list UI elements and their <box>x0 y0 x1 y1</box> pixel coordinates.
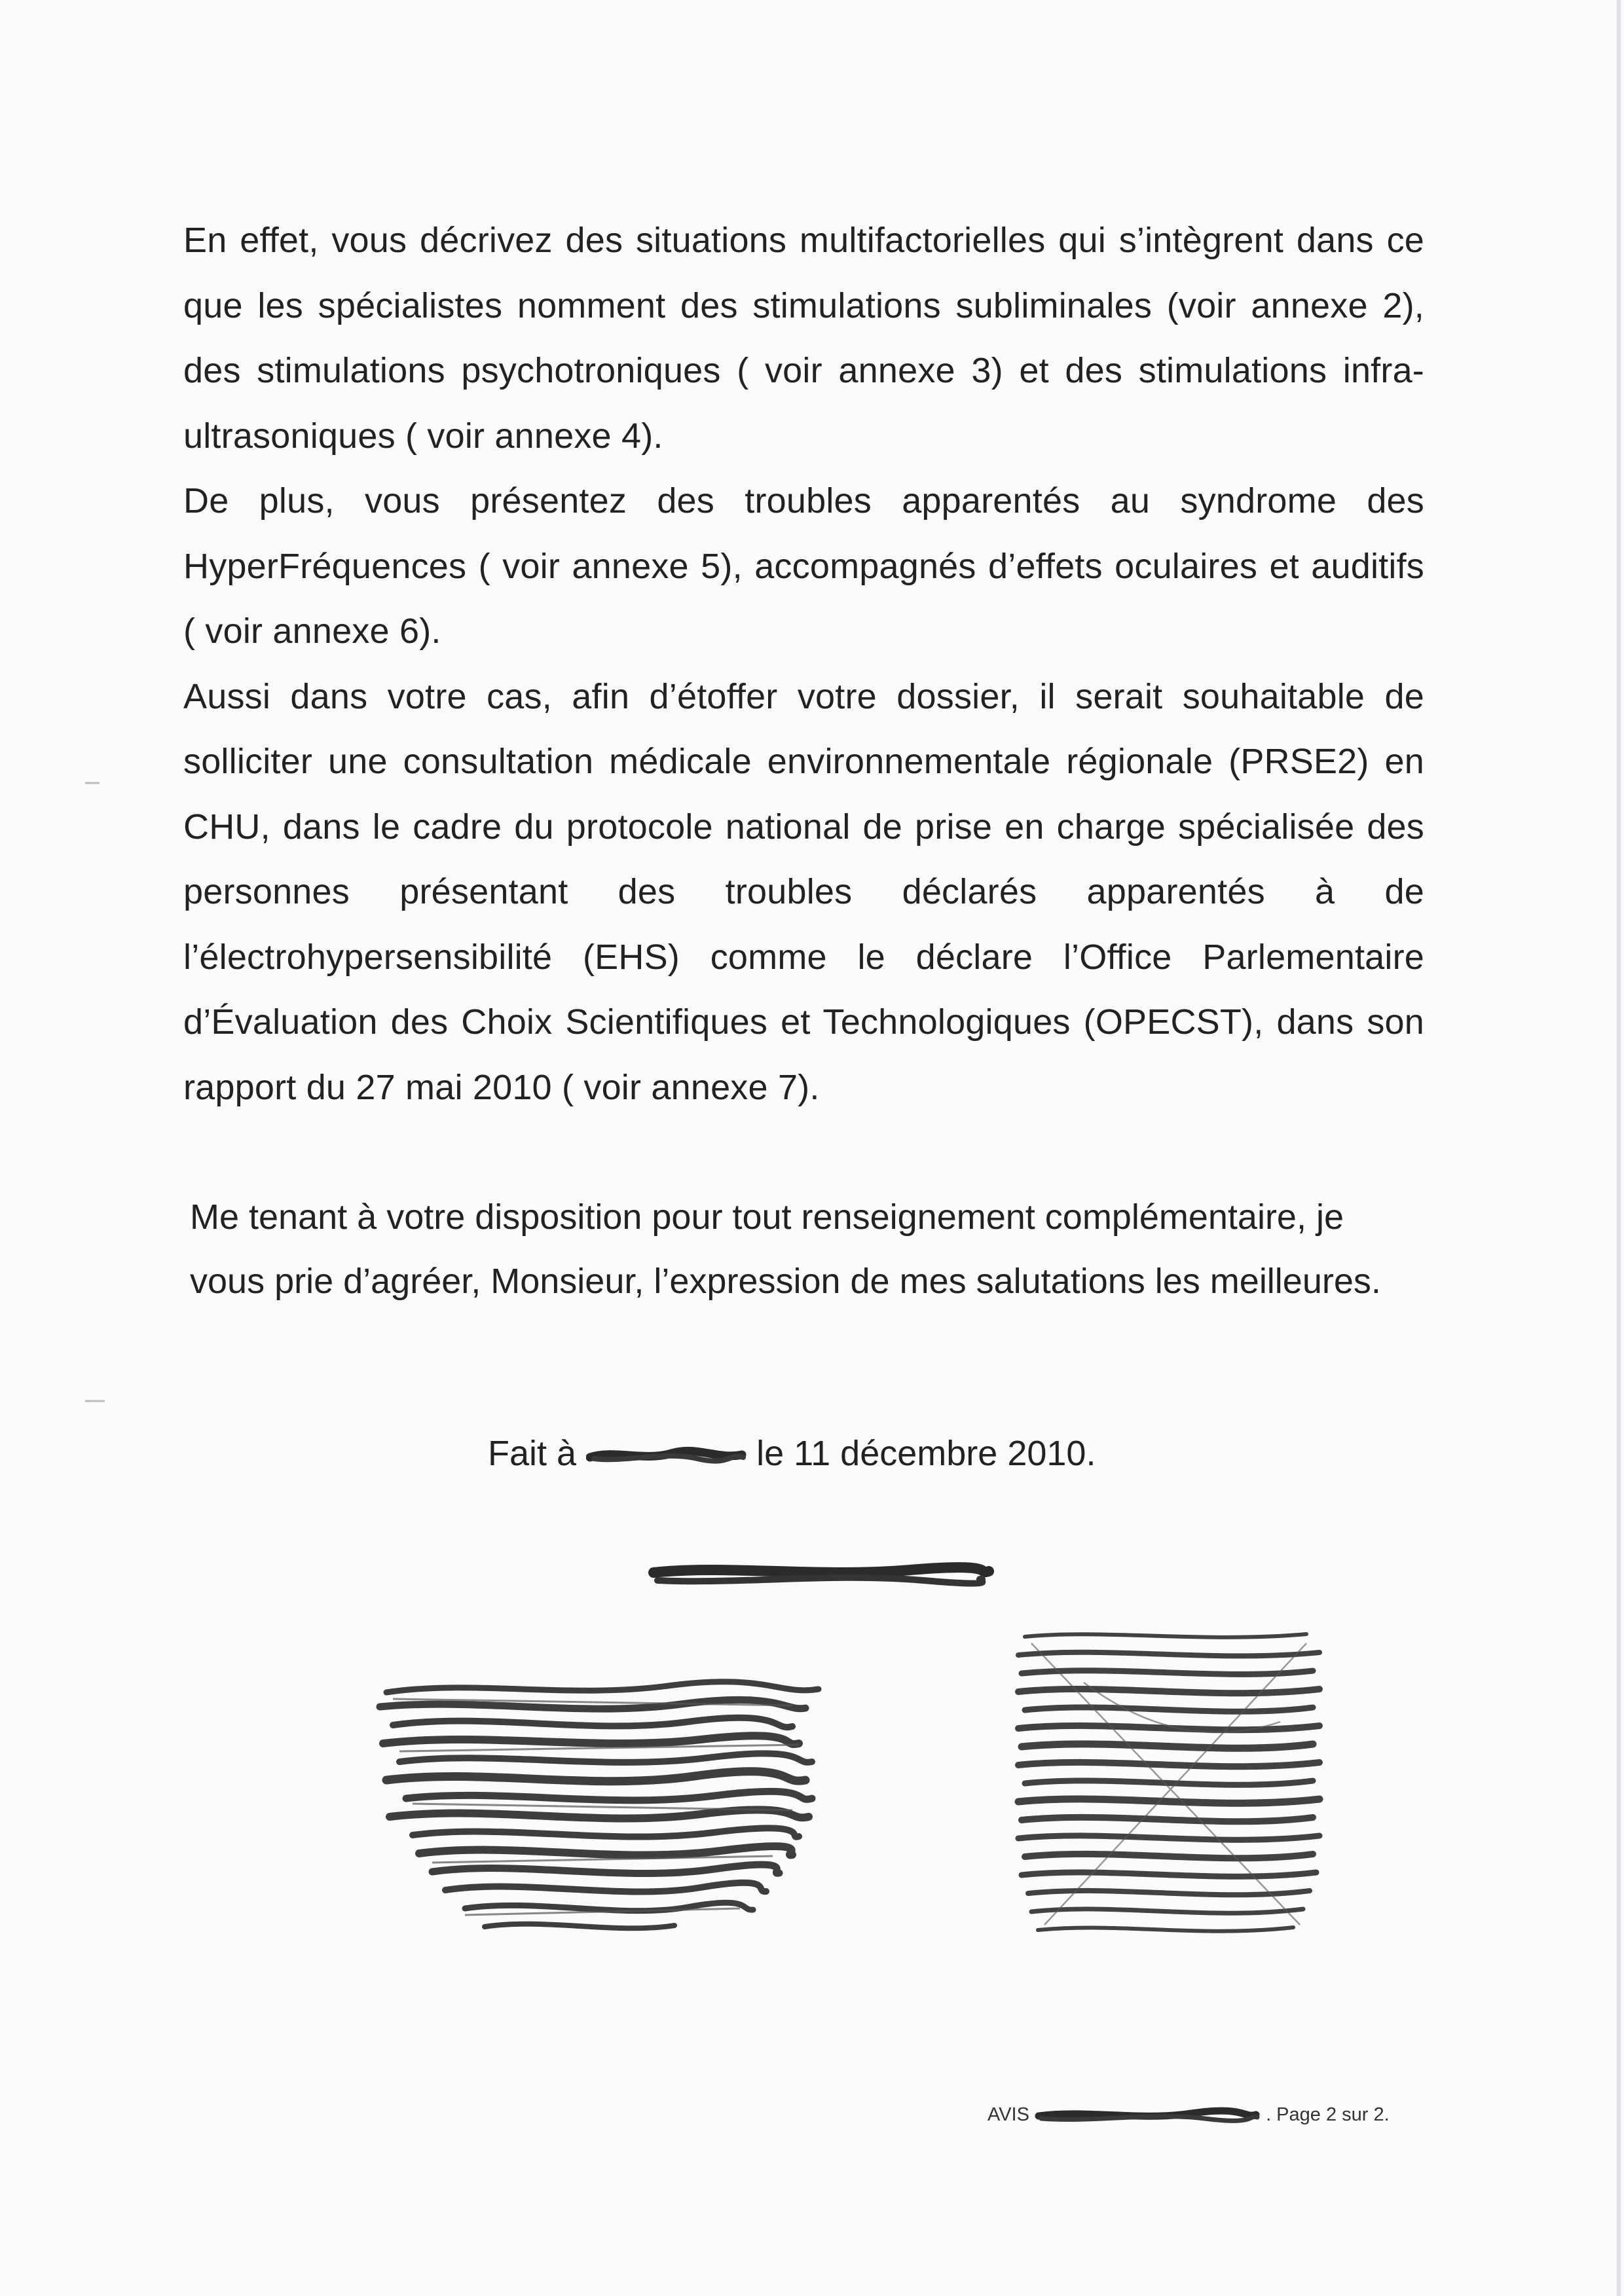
paragraph-consultation: Aussi dans votre cas, afin d’étoffer votre dossier, il serait souhaitable de solliciter une consultation médicale environnementale régionale (PRSE2) en CHU, dans le cadre du protocole national de prise en charge spécialisée des personnes présentant des troubles déclarés apparentés à de l’électrohypersensibilité (EHS) comme le déclare l’Office Parlementaire d’Évaluation des Choix Scientifiques et Technologiques (OPECST), dans son rapport du 27 mai 2010 ( voir annexe 7). <box>183 676 1424 1107</box>
place-prefix: Fait à <box>488 1434 577 1473</box>
paragraph-hyperfrequences: De plus, vous présentez des troubles apparentés au syndrome des HyperFréquences ( voir annexe 5), accompagnés d’effets oculaires et auditifs ( voir annexe 6). <box>183 481 1424 651</box>
name-redaction <box>648 1558 995 1594</box>
letter-body <box>183 208 1424 1120</box>
paragraph-stimulations: En effet, vous décrivez des situations multifactorielles qui s’intègrent dans ce que les spécialistes nomment des stimulations subliminales (voir annexe 2), des stimulations psychotroniques ( voir annexe 3) et des stimulations infra-ultrasoniques ( voir annexe 4). <box>183 221 1424 456</box>
footer-ref-redaction <box>1035 2104 1261 2126</box>
footer-ref-prefix: AVIS <box>987 2104 1029 2125</box>
closing-line-2: vous prie d’agréer, Monsieur, l’expression de mes salutations les meilleures. <box>190 1262 1381 1301</box>
left-stamp-scribble <box>373 1666 832 1961</box>
closing-formula <box>190 1185 1493 1313</box>
date-text: le 11 décembre 2010. <box>756 1434 1096 1473</box>
page-number: . Page 2 sur 2. <box>1266 2104 1390 2125</box>
place-date-line <box>488 1430 1096 1476</box>
page-footer <box>987 2102 1390 2128</box>
place-redaction <box>586 1443 747 1469</box>
closing-line-1: Me tenant à votre disposition pour tout renseignement complémentaire, je <box>190 1197 1344 1237</box>
right-signature-scribble <box>1005 1617 1339 1958</box>
